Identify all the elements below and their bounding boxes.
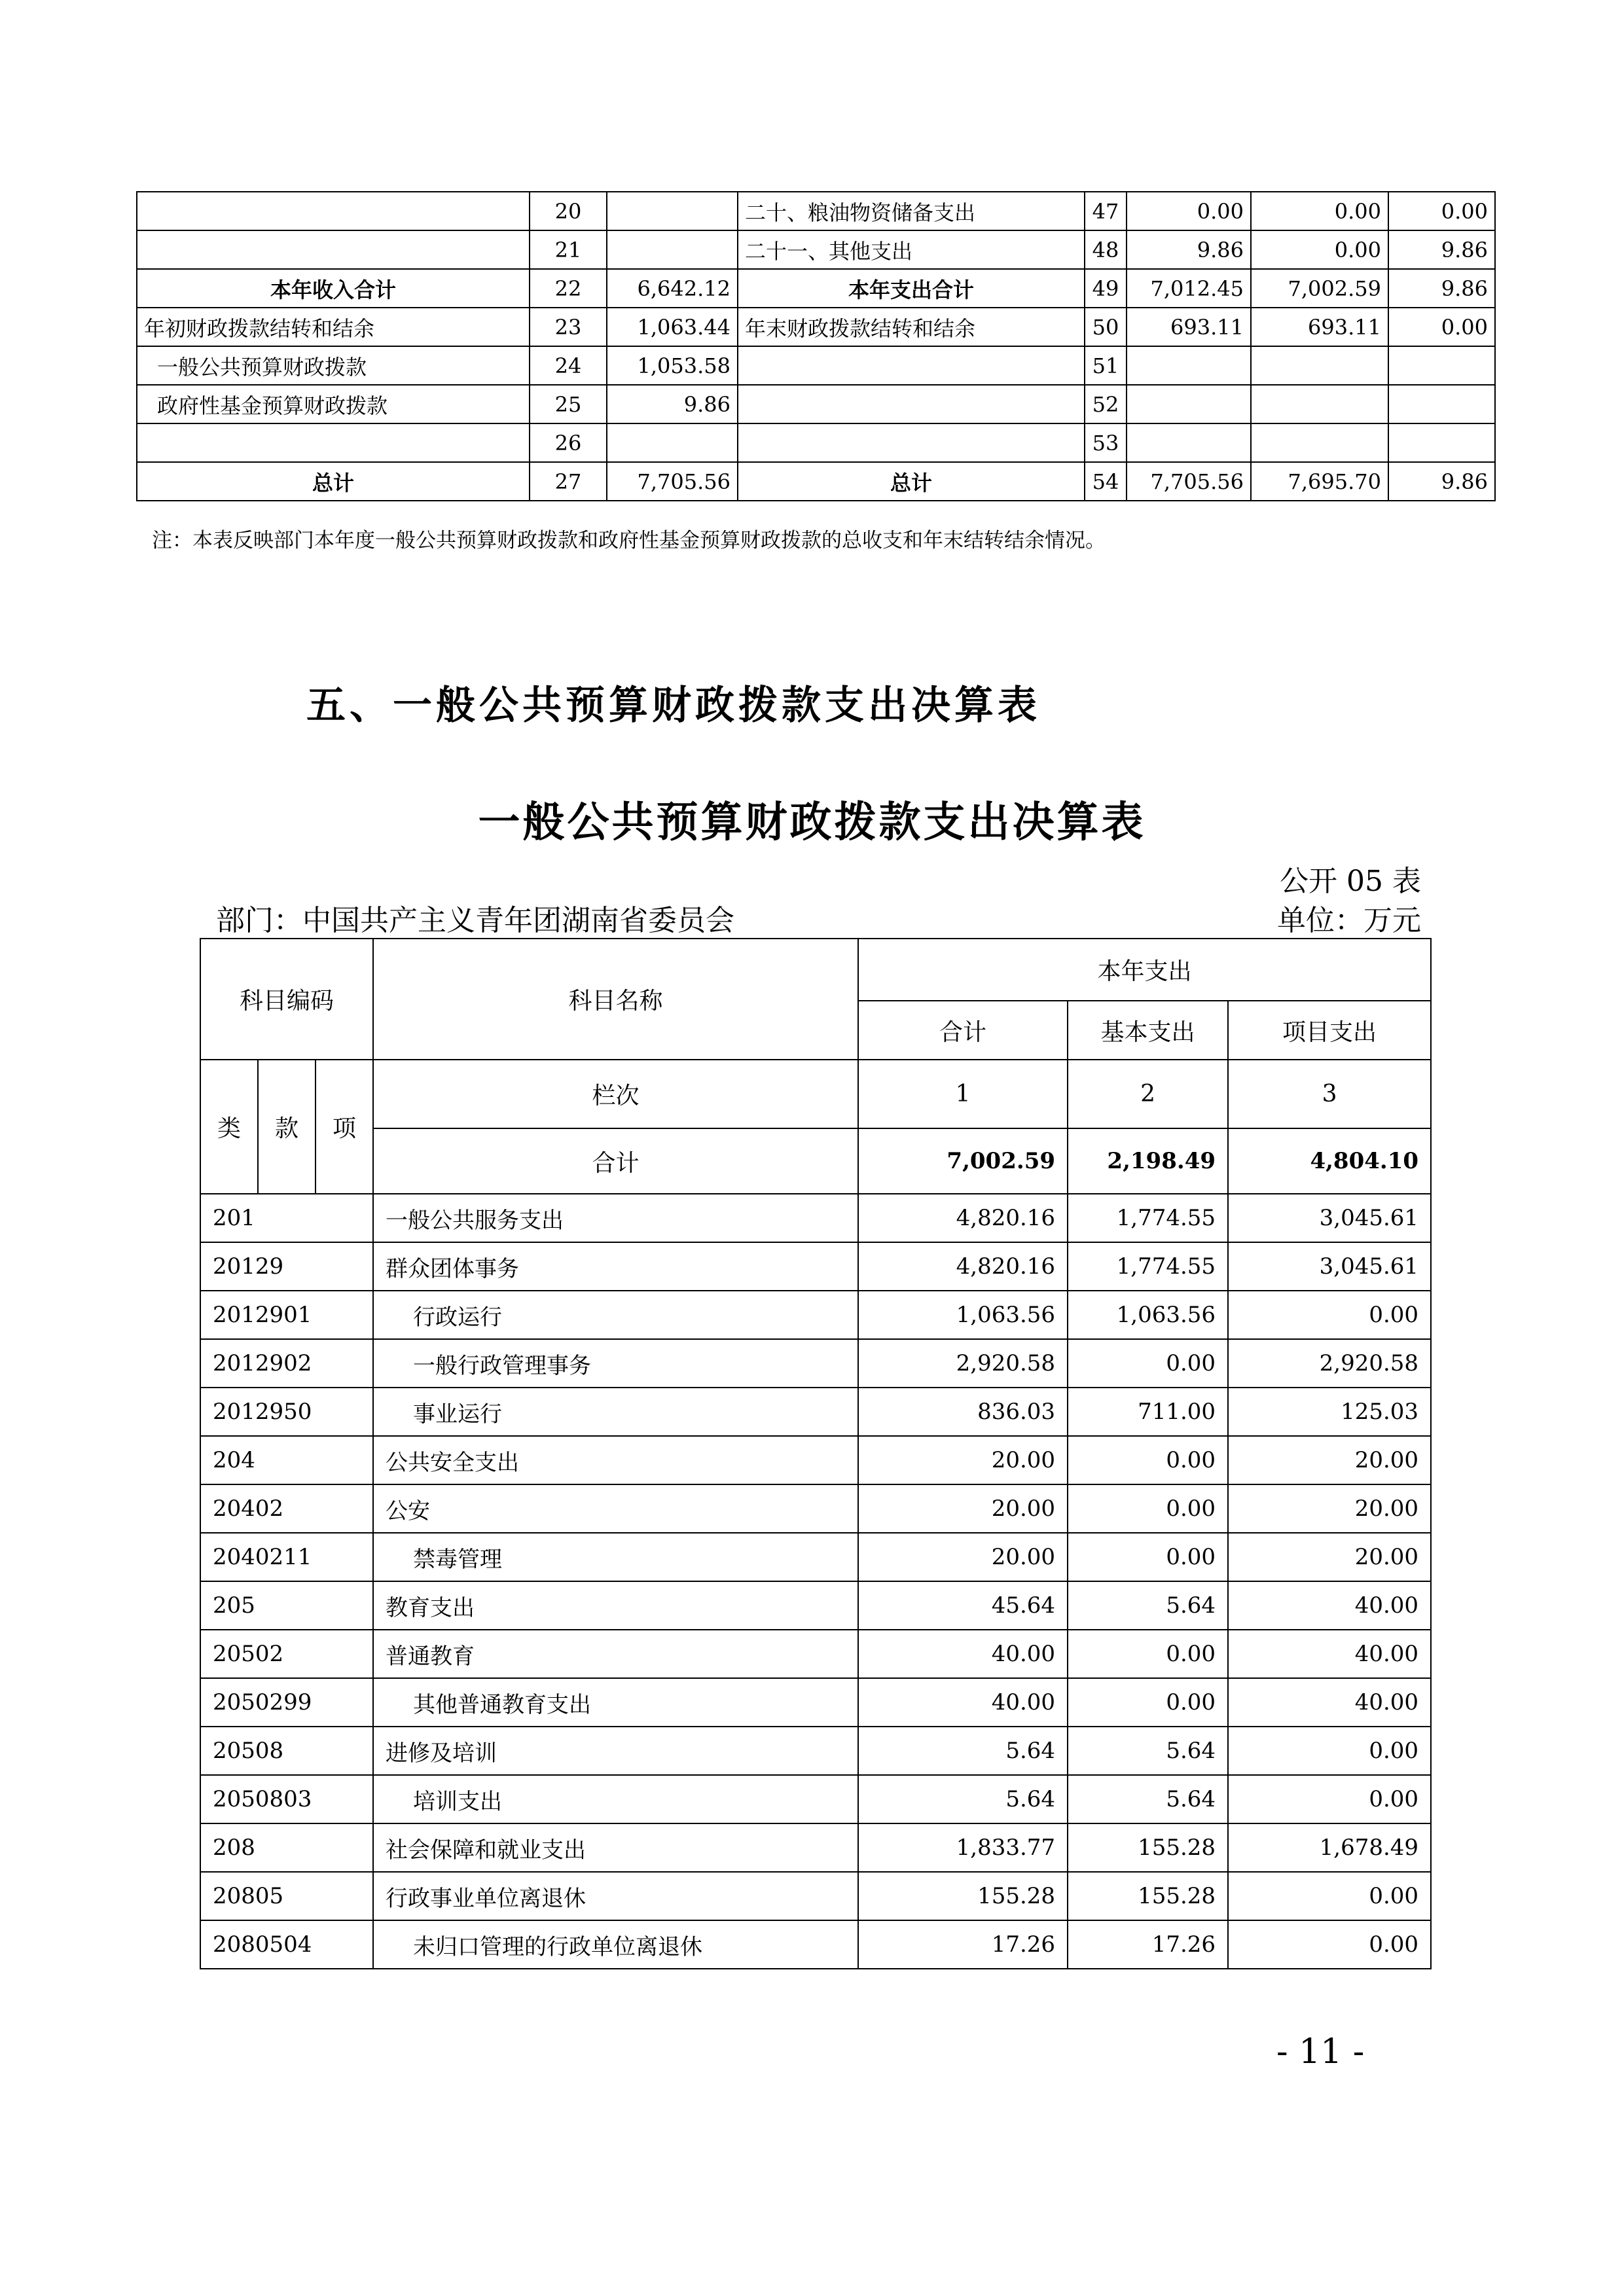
expense-fund: 9.86 xyxy=(1388,230,1495,269)
subject-name: 教育支出 xyxy=(373,1581,858,1630)
income-expenditure-table xyxy=(136,191,1496,501)
amount-basic: 0.00 xyxy=(1068,1678,1228,1727)
amount-project: 0.00 xyxy=(1228,1920,1431,1969)
expense-line-no: 51 xyxy=(1085,346,1127,385)
expense-general: 0.00 xyxy=(1251,230,1388,269)
expense-general: 7,695.70 xyxy=(1251,462,1388,501)
amount-project: 0.00 xyxy=(1228,1872,1431,1920)
subject-name: 进修及培训 xyxy=(373,1727,858,1775)
amount-total: 40.00 xyxy=(858,1678,1068,1727)
expense-general xyxy=(1251,346,1388,385)
amount-basic: 1,774.55 xyxy=(1068,1194,1228,1242)
expense-fund: 0.00 xyxy=(1388,308,1495,346)
expense-fund xyxy=(1388,346,1495,385)
amount-basic: 5.64 xyxy=(1068,1775,1228,1823)
amount-project: 1,678.49 xyxy=(1228,1823,1431,1872)
income-line-no: 21 xyxy=(530,230,607,269)
subject-code: 20805 xyxy=(200,1872,373,1920)
income-line-no: 23 xyxy=(530,308,607,346)
table-row xyxy=(137,269,1495,308)
expense-line-no: 50 xyxy=(1085,308,1127,346)
amount-basic: 0.00 xyxy=(1068,1533,1228,1581)
amount-project: 3,045.61 xyxy=(1228,1242,1431,1291)
header-col3: 3 xyxy=(1228,1060,1431,1128)
income-amount: 6,642.12 xyxy=(607,269,738,308)
expense-item xyxy=(738,346,1085,385)
expense-line-no: 52 xyxy=(1085,385,1127,423)
income-item: 年初财政拨款结转和结余 xyxy=(137,308,530,346)
expense-total xyxy=(1127,346,1251,385)
subject-code: 2012901 xyxy=(200,1291,373,1339)
amount-project: 40.00 xyxy=(1228,1581,1431,1630)
table-row xyxy=(137,346,1495,385)
table-row xyxy=(200,1484,1431,1533)
sum-total: 7,002.59 xyxy=(858,1128,1068,1194)
unit-label: 单位：万元 xyxy=(1277,904,1421,937)
amount-total: 40.00 xyxy=(858,1630,1068,1678)
subject-name: 培训支出 xyxy=(373,1775,858,1823)
income-item: 一般公共预算财政拨款 xyxy=(137,346,530,385)
amount-total: 20.00 xyxy=(858,1484,1068,1533)
expense-line-no: 47 xyxy=(1085,192,1127,230)
expense-general: 7,002.59 xyxy=(1251,269,1388,308)
amount-project: 0.00 xyxy=(1228,1291,1431,1339)
subject-name: 公共安全支出 xyxy=(373,1436,858,1484)
expense-item: 总计 xyxy=(738,462,1085,501)
table-row xyxy=(137,308,1495,346)
amount-basic: 5.64 xyxy=(1068,1581,1228,1630)
income-item: 总计 xyxy=(137,462,530,501)
table-row xyxy=(137,192,1495,230)
income-item xyxy=(137,423,530,462)
header-xiang: 项 xyxy=(316,1060,373,1194)
amount-project: 40.00 xyxy=(1228,1630,1431,1678)
table-row xyxy=(200,1920,1431,1969)
income-amount xyxy=(607,192,738,230)
subject-code: 20502 xyxy=(200,1630,373,1678)
subject-name: 一般行政管理事务 xyxy=(373,1339,858,1388)
income-line-no: 26 xyxy=(530,423,607,462)
header-lanci: 栏次 xyxy=(373,1060,858,1128)
expense-total: 693.11 xyxy=(1127,308,1251,346)
amount-total: 155.28 xyxy=(858,1872,1068,1920)
subject-code: 208 xyxy=(200,1823,373,1872)
subject-code: 204 xyxy=(200,1436,373,1484)
table-row xyxy=(137,423,1495,462)
subject-code: 20402 xyxy=(200,1484,373,1533)
expense-line-no: 48 xyxy=(1085,230,1127,269)
subject-name: 公安 xyxy=(373,1484,858,1533)
subject-code: 201 xyxy=(200,1194,373,1242)
amount-project: 125.03 xyxy=(1228,1388,1431,1436)
expense-fund: 0.00 xyxy=(1388,192,1495,230)
income-amount: 1,053.58 xyxy=(607,346,738,385)
amount-project: 0.00 xyxy=(1228,1775,1431,1823)
amount-basic: 0.00 xyxy=(1068,1484,1228,1533)
expense-line-no: 53 xyxy=(1085,423,1127,462)
expense-item: 本年支出合计 xyxy=(738,269,1085,308)
amount-basic: 155.28 xyxy=(1068,1823,1228,1872)
table-row xyxy=(137,462,1495,501)
subject-code: 20129 xyxy=(200,1242,373,1291)
header-total: 合计 xyxy=(858,1001,1068,1060)
header-project: 项目支出 xyxy=(1228,1001,1431,1060)
amount-total: 45.64 xyxy=(858,1581,1068,1630)
table-note: 注：本表反映部门本年度一般公共预算财政拨款和政府性基金预算财政拨款的总收支和年末结转结余情况。 xyxy=(152,529,1106,552)
table-row xyxy=(200,1581,1431,1630)
expense-total: 7,012.45 xyxy=(1127,269,1251,308)
header-kuan: 款 xyxy=(258,1060,316,1194)
amount-total: 17.26 xyxy=(858,1920,1068,1969)
page-number: - 11 - xyxy=(1276,2032,1365,2072)
income-amount: 7,705.56 xyxy=(607,462,738,501)
income-item: 政府性基金预算财政拨款 xyxy=(137,385,530,423)
header-col1: 1 xyxy=(858,1060,1068,1128)
table-row xyxy=(200,1388,1431,1436)
table-row xyxy=(200,1727,1431,1775)
subject-name: 未归口管理的行政单位离退休 xyxy=(373,1920,858,1969)
expense-item: 二十一、其他支出 xyxy=(738,230,1085,269)
income-amount xyxy=(607,230,738,269)
section-title: 五、一般公共预算财政拨款支出决算表 xyxy=(306,683,1041,728)
subject-name: 禁毒管理 xyxy=(373,1533,858,1581)
income-amount: 1,063.44 xyxy=(607,308,738,346)
income-item xyxy=(137,230,530,269)
subject-name: 群众团体事务 xyxy=(373,1242,858,1291)
amount-total: 5.64 xyxy=(858,1727,1068,1775)
income-item xyxy=(137,192,530,230)
amount-basic: 1,063.56 xyxy=(1068,1291,1228,1339)
table-row xyxy=(200,1194,1431,1242)
income-line-no: 20 xyxy=(530,192,607,230)
expense-item xyxy=(738,423,1085,462)
expense-total xyxy=(1127,423,1251,462)
amount-project: 20.00 xyxy=(1228,1436,1431,1484)
table-code: 公开 05 表 xyxy=(1280,865,1421,898)
expenditure-table xyxy=(200,938,1432,1969)
expense-total: 9.86 xyxy=(1127,230,1251,269)
table-row xyxy=(137,385,1495,423)
income-item: 本年收入合计 xyxy=(137,269,530,308)
amount-basic: 155.28 xyxy=(1068,1872,1228,1920)
subject-name: 事业运行 xyxy=(373,1388,858,1436)
expense-total xyxy=(1127,385,1251,423)
amount-total: 1,063.56 xyxy=(858,1291,1068,1339)
subject-name: 行政事业单位离退休 xyxy=(373,1872,858,1920)
amount-basic: 711.00 xyxy=(1068,1388,1228,1436)
header-col2: 2 xyxy=(1068,1060,1228,1128)
table-row xyxy=(200,1775,1431,1823)
subject-code: 2050299 xyxy=(200,1678,373,1727)
amount-basic: 5.64 xyxy=(1068,1727,1228,1775)
amount-total: 4,820.16 xyxy=(858,1194,1068,1242)
amount-basic: 1,774.55 xyxy=(1068,1242,1228,1291)
amount-basic: 0.00 xyxy=(1068,1339,1228,1388)
income-line-no: 22 xyxy=(530,269,607,308)
expense-item xyxy=(738,385,1085,423)
table-row xyxy=(200,1339,1431,1388)
income-amount xyxy=(607,423,738,462)
income-line-no: 24 xyxy=(530,346,607,385)
expenditure-table-body xyxy=(200,1194,1431,1969)
subject-code: 2012902 xyxy=(200,1339,373,1388)
amount-basic: 0.00 xyxy=(1068,1630,1228,1678)
income-expenditure-body xyxy=(137,192,1495,501)
header-name: 科目名称 xyxy=(373,939,858,1060)
expense-general xyxy=(1251,385,1388,423)
table-row xyxy=(200,1678,1431,1727)
amount-project: 20.00 xyxy=(1228,1533,1431,1581)
subject-code: 205 xyxy=(200,1581,373,1630)
table-row xyxy=(200,1291,1431,1339)
expense-line-no: 49 xyxy=(1085,269,1127,308)
header-lei: 类 xyxy=(200,1060,258,1194)
header-code: 科目编码 xyxy=(200,939,373,1060)
header-group: 本年支出 xyxy=(858,939,1431,1001)
expense-fund: 9.86 xyxy=(1388,269,1495,308)
expense-total: 7,705.56 xyxy=(1127,462,1251,501)
table-row xyxy=(200,1242,1431,1291)
table-row xyxy=(137,230,1495,269)
amount-total: 836.03 xyxy=(858,1388,1068,1436)
expense-item: 二十、粮油物资储备支出 xyxy=(738,192,1085,230)
amount-project: 3,045.61 xyxy=(1228,1194,1431,1242)
sum-project: 4,804.10 xyxy=(1228,1128,1431,1194)
expense-line-no: 54 xyxy=(1085,462,1127,501)
subject-name: 一般公共服务支出 xyxy=(373,1194,858,1242)
income-line-no: 25 xyxy=(530,385,607,423)
amount-basic: 17.26 xyxy=(1068,1920,1228,1969)
income-amount: 9.86 xyxy=(607,385,738,423)
amount-total: 20.00 xyxy=(858,1533,1068,1581)
sum-label: 合计 xyxy=(373,1128,858,1194)
amount-project: 0.00 xyxy=(1228,1727,1431,1775)
amount-total: 20.00 xyxy=(858,1436,1068,1484)
table-row xyxy=(200,1823,1431,1872)
subject-code: 2040211 xyxy=(200,1533,373,1581)
expense-fund xyxy=(1388,423,1495,462)
subject-name: 社会保障和就业支出 xyxy=(373,1823,858,1872)
expense-total: 0.00 xyxy=(1127,192,1251,230)
amount-total: 4,820.16 xyxy=(858,1242,1068,1291)
amount-total: 1,833.77 xyxy=(858,1823,1068,1872)
table-row xyxy=(200,1436,1431,1484)
amount-project: 2,920.58 xyxy=(1228,1339,1431,1388)
amount-project: 20.00 xyxy=(1228,1484,1431,1533)
expense-fund: 9.86 xyxy=(1388,462,1495,501)
table-row xyxy=(200,1872,1431,1920)
subject-name: 其他普通教育支出 xyxy=(373,1678,858,1727)
subject-name: 普通教育 xyxy=(373,1630,858,1678)
subject-code: 2050803 xyxy=(200,1775,373,1823)
header-basic: 基本支出 xyxy=(1068,1001,1228,1060)
expense-general xyxy=(1251,423,1388,462)
department-label: 部门：中国共产主义青年团湖南省委员会 xyxy=(216,904,734,937)
sum-basic: 2,198.49 xyxy=(1068,1128,1228,1194)
expense-general: 693.11 xyxy=(1251,308,1388,346)
subject-code: 2012950 xyxy=(200,1388,373,1436)
table-title: 一般公共预算财政拨款支出决算表 xyxy=(478,798,1146,847)
amount-project: 40.00 xyxy=(1228,1678,1431,1727)
expense-general: 0.00 xyxy=(1251,192,1388,230)
table-row xyxy=(200,1533,1431,1581)
expense-fund xyxy=(1388,385,1495,423)
table-row xyxy=(200,1630,1431,1678)
expense-item: 年末财政拨款结转和结余 xyxy=(738,308,1085,346)
amount-basic: 0.00 xyxy=(1068,1436,1228,1484)
income-line-no: 27 xyxy=(530,462,607,501)
subject-code: 2080504 xyxy=(200,1920,373,1969)
amount-total: 2,920.58 xyxy=(858,1339,1068,1388)
amount-total: 5.64 xyxy=(858,1775,1068,1823)
subject-code: 20508 xyxy=(200,1727,373,1775)
expenditure-table-header xyxy=(200,939,1431,1194)
subject-name: 行政运行 xyxy=(373,1291,858,1339)
